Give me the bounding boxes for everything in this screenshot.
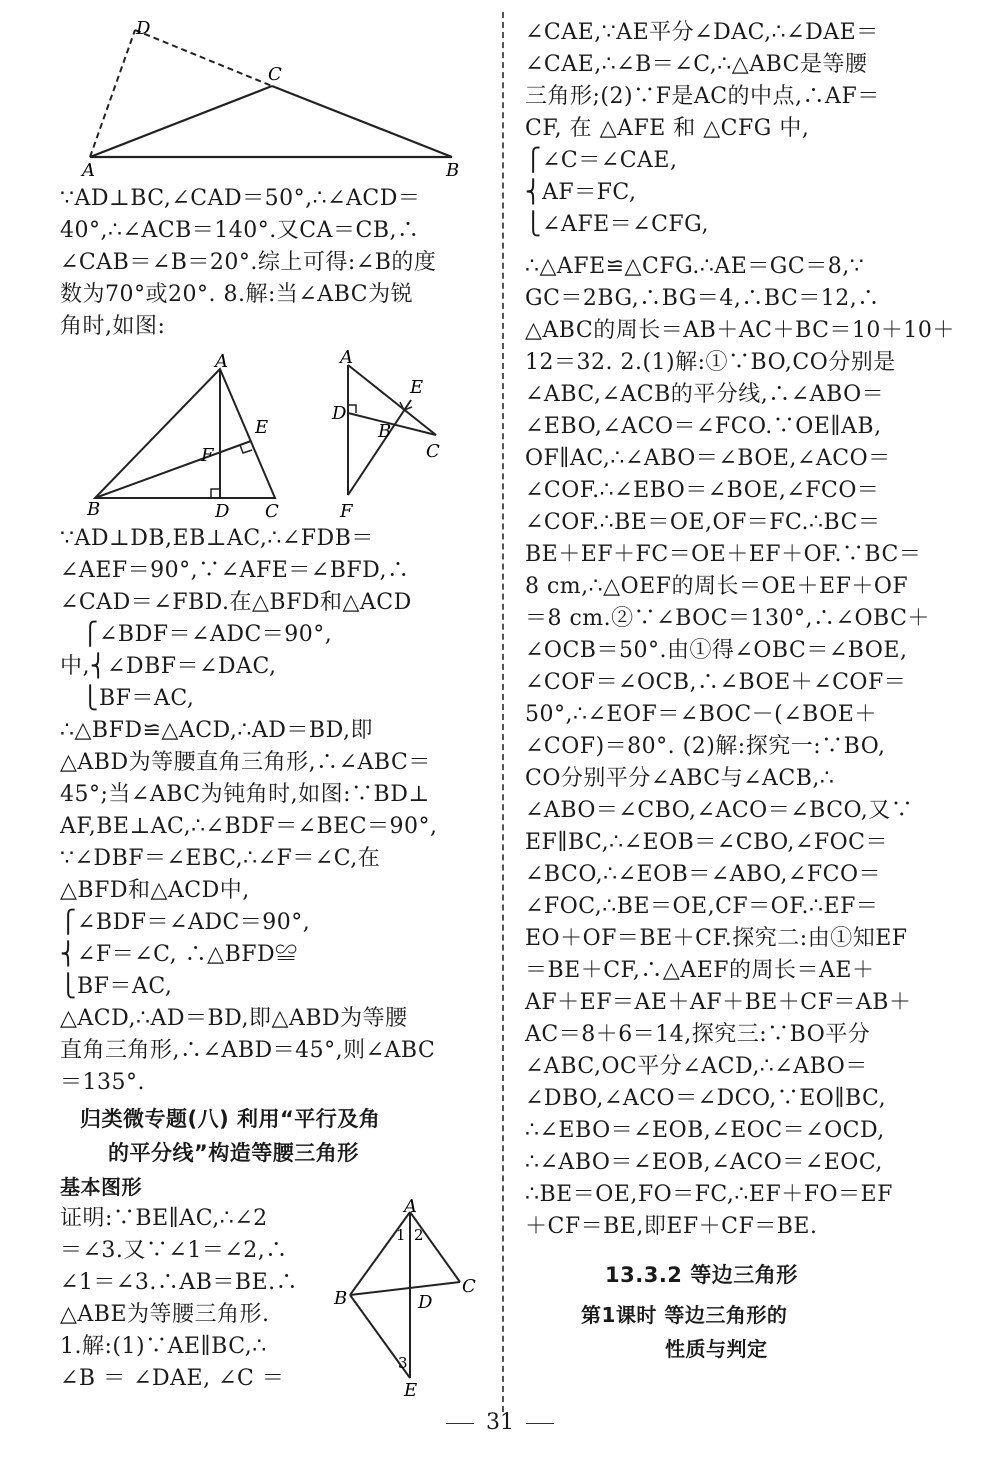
left-line-17: △BFD和△ACD中, [60,878,250,903]
basic-line-6: ∠B ＝ ∠DAE, ∠C ＝ [60,1366,285,1391]
left-line-21: △ACD,∴AD＝BD,即△ABD为等腰 [60,1006,408,1031]
left-line-7: ∠AEF＝90°,∵∠AFE＝∠BFD,∴ [60,558,410,583]
section-title-line-2: 的平分线”构造等腰三角形 [108,1141,359,1165]
right-line-20: ∠OCB＝50°.由①得∠OBC＝∠BOE, [525,638,908,663]
figure-acute-case [85,351,285,522]
right-line-8: ∴△AFE≌△CFG.∴AE＝GC＝8,∵ [525,254,865,279]
fig2-label-b: B [87,499,101,520]
left-line-23: ＝135°. [60,1070,145,1095]
left-line-18: ⎧∠BDF＝∠ADC＝90°, [60,910,311,935]
fig2-label-c: C [265,501,279,522]
right-line-9: GC＝2BG,∴BG＝4,∴BC＝12,∴ [525,286,880,311]
right-line-18: 8 cm,∴△OEF的周长＝OE＋EF＋OF [525,574,909,599]
fig2-label-d: D [215,501,230,522]
left-line-4: 数为70°或20°. 8.解:当∠ABC为锐 [60,282,414,307]
fig2-label-e: E [255,417,269,438]
fig4-label-a: A [404,1196,417,1217]
fig4-label-2: 2 [414,1226,424,1244]
right-line-32: AC＝8＋6＝14,探究三:∵BO平分 [525,1022,871,1047]
left-line-15: AF,BE⊥AC,∴∠BDF＝∠BEC＝90°, [60,814,438,839]
lesson-subheading-2: 性质与判定 [665,1337,768,1361]
left-line-22: 直角三角形,∴∠ABD＝45°,则∠ABC [60,1038,436,1063]
lesson-subheading-1: 第1课时 等边三角形的 [581,1303,788,1327]
basic-line-3: ∠1＝∠3.∴AB＝BE.∴ [60,1270,299,1295]
fig1-label-b: B [446,160,460,181]
fig4-label-e: E [404,1380,418,1401]
column-divider [502,12,504,1412]
right-line-13: ∠EBO,∠ACO＝∠FCO.∵OE∥AB, [525,414,882,439]
right-line-29: EO＋OF＝BE＋CF.探究二:由①知EF [525,926,908,951]
left-line-13: △ABD为等腰直角三角形,∴∠ABC＝ [60,750,431,775]
right-line-19: ＝8 cm.②∵∠BOC＝130°,∴∠OBC＋ [525,606,930,631]
right-line-4: CF, 在 △AFE 和 △CFG 中, [525,116,810,141]
fig2-label-a: A [215,351,228,372]
fig4-label-1: 1 [396,1226,406,1244]
fig4-label-c: C [462,1276,476,1297]
right-line-25: ∠ABO＝∠CBO,∠ACO＝∠BCO,又∵ [525,798,914,823]
right-line-38: ＋CF＝BE,即EF＋CF＝BE. [525,1214,818,1239]
left-line-10: 中,⎨∠DBF＝∠DAC, [60,654,277,679]
figure-obtuse-case [328,345,488,525]
fig3-label-e: E [410,377,424,398]
fig2-label-f: F [201,445,214,466]
right-line-21: ∠COF＝∠OCB,∴∠BOE＋∠COF＝ [525,670,907,695]
left-line-19: ⎨∠F＝∠C, ∴△BFD≌ [60,942,298,967]
right-line-2: ∠CAE,∴∠B＝∠C,∴△ABC是等腰 [525,52,868,77]
fig1-label-a: A [82,160,95,181]
lesson-heading: 13.3.2 等边三角形 [605,1263,798,1287]
left-line-9: ⎧∠BDF＝∠ADC＝90°, [82,622,333,647]
right-line-12: ∠ABC,∠ACB的平分线,∴∠ABO＝ [525,382,885,407]
right-line-1: ∠CAE,∵AE平分∠DAC,∴∠DAE＝ [525,20,879,45]
left-line-1: ∵AD⊥BC,∠CAD＝50°,∴∠ACD＝ [60,186,421,211]
basic-figure-heading: 基本图形 [60,1175,142,1199]
right-line-14: OF∥AC,∴∠ABO＝∠BOE,∠ACO＝ [525,446,891,471]
right-line-6: ⎨AF＝FC, [525,180,637,205]
right-line-27: ∠BCO,∴∠EOB＝∠ABO,∠FCO＝ [525,862,881,887]
section-title-line-1: 归类微专题(八) 利用“平行及角 [80,1107,381,1131]
right-line-31: AF＋EF＝AE＋AF＋BE＋CF＝AB＋ [525,990,912,1015]
left-line-3: ∠CAB＝∠B＝20°.综上可得:∠B的度 [60,250,437,275]
fig1-label-d: D [136,18,151,39]
figure-basic-isosceles [330,1196,480,1401]
right-line-11: 12＝32. 2.(1)解:①∵BO,CO分别是 [525,350,896,375]
right-line-10: △ABC的周长＝AB＋AC＋BC＝10＋10＋ [525,318,955,343]
right-line-35: ∴∠EBO＝∠EOB,∠EOC＝∠OCD, [525,1118,885,1143]
right-line-24: CO分别平分∠ABC与∠ACB,∴ [525,766,835,791]
fig4-label-3: 3 [398,1354,408,1372]
fig4-label-b: B [334,1288,348,1309]
page-number [0,1410,1000,1435]
basic-line-5: 1.解:(1)∵AE∥BC,∴ [60,1334,267,1359]
right-line-37: ∴BE＝OE,FO＝FC,∴EF＋FO＝EF [525,1182,893,1207]
left-line-14: 45°;当∠ABC为钝角时,如图:∵BD⊥ [60,782,430,807]
page-number-text: 31 [486,1410,514,1435]
right-line-5: ⎧∠C＝∠CAE, [525,148,678,173]
fig1-label-c: C [268,64,282,85]
figure-triangle-abc-obtuse [60,14,480,181]
basic-line-4: △ABE为等腰三角形. [60,1302,270,1327]
left-line-20: ⎩BF＝AC, [60,974,173,999]
fig4-label-d: D [418,1292,433,1313]
left-line-5: 角时,如图: [60,314,166,339]
left-line-12: ∴△BFD≌△ACD,∴AD＝BD,即 [60,718,373,743]
fig3-label-a: A [340,347,353,368]
right-line-15: ∠COF.∴∠EBO＝∠BOE,∠FCO＝ [525,478,880,503]
left-line-6: ∵AD⊥DB,EB⊥AC,∴∠FDB＝ [60,526,374,551]
right-line-30: ＝BE＋CF,∴△AEF的周长＝AE＋ [525,958,875,983]
left-line-8: ∠CAD＝∠FBD.在△BFD和△ACD [60,590,412,615]
right-line-3: 三角形;(2)∵F是AC的中点,∴AF＝ [525,84,880,109]
right-line-17: BE＋EF＋FC＝OE＋EF＋OF.∵BC＝ [525,542,922,567]
basic-line-1: 证明:∵BE∥AC,∴∠2 [60,1206,268,1231]
left-line-16: ∵∠DBF＝∠EBC,∴∠F＝∠C,在 [60,846,381,871]
fig3-label-c: C [426,441,440,462]
right-line-7: ⎩∠AFE＝∠CFG, [525,212,709,237]
right-line-28: ∠FOC,∴BE＝OE,CF＝OF.∴EF＝ [525,894,879,919]
fig3-label-d: D [332,403,347,424]
right-line-16: ∠COF.∴BE＝OE,OF＝FC.∴BC＝ [525,510,881,535]
left-line-11: ⎩BF＝AC, [82,686,195,711]
fig3-label-f: F [340,501,353,522]
fig3-label-b: B [378,421,392,442]
right-line-22: 50°,∴∠EOF＝∠BOC－(∠BOE＋ [525,702,877,727]
right-line-23: ∠COF)＝80°. (2)解:探究一:∵BO, [525,734,886,759]
right-line-34: ∠DBO,∠ACO＝∠DCO,∵EO∥BC, [525,1086,887,1111]
right-line-33: ∠ABC,OC平分∠ACD,∴∠ABO＝ [525,1054,868,1079]
right-line-36: ∴∠ABO＝∠EOB,∠ACO＝∠EOC, [525,1150,883,1175]
left-line-2: 40°,∴∠ACB＝140°.又CA＝CB,∴ [60,218,420,243]
basic-line-2: ＝∠3.又∵∠1＝∠2,∴ [60,1238,288,1263]
right-line-26: EF∥BC,∴∠EOB＝∠CBO,∠FOC＝ [525,830,888,855]
